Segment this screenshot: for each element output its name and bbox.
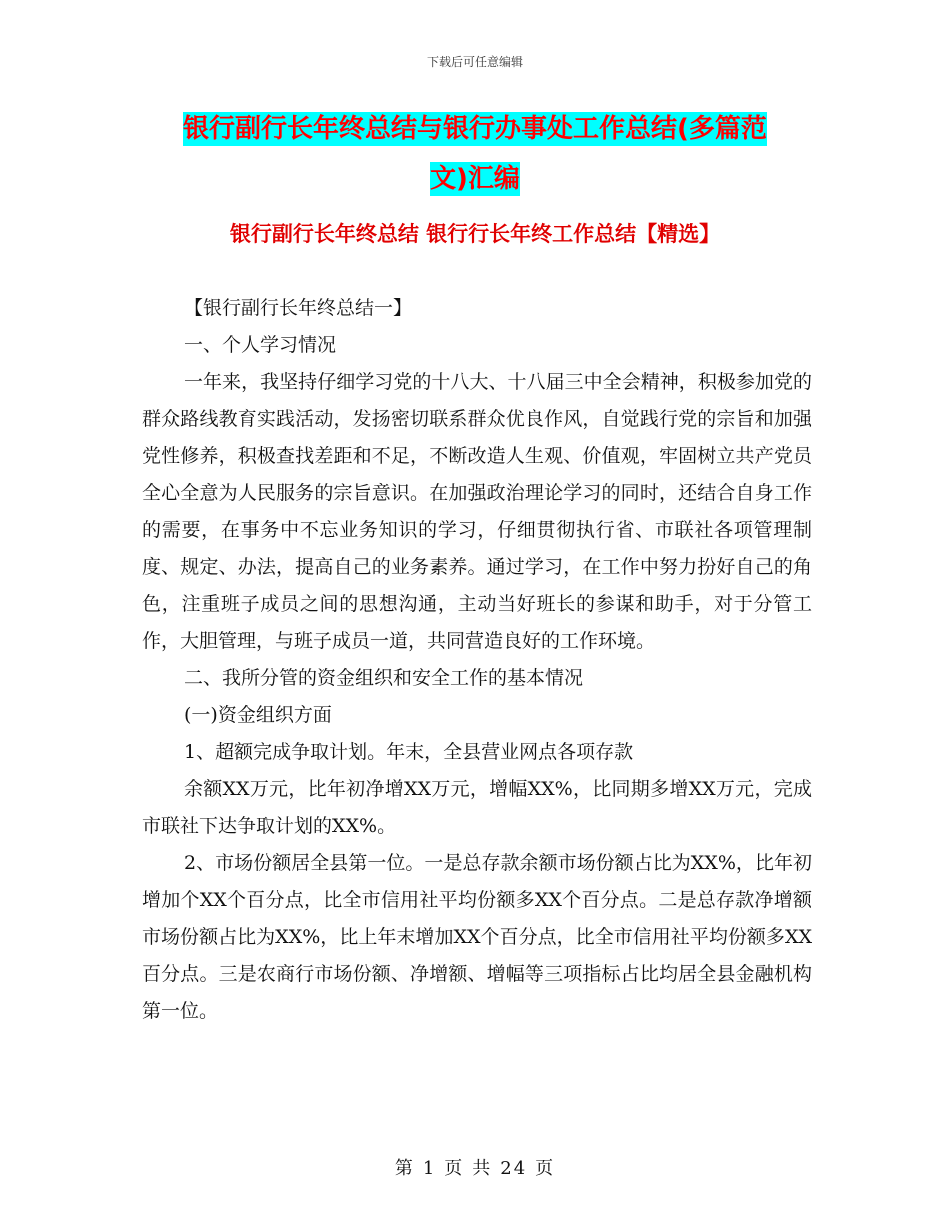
document-title-line-2: 文)汇编 xyxy=(430,164,520,194)
document-subtitle: 银行副行长年终总结 银行行长年终工作总结【精选】 xyxy=(229,222,721,246)
body-paragraph: 2、市场份额居全县第一位。一是总存款余额市场份额占比为XX%，比年初增加个XX个百分点，比全市信用社平均份额多XX个百分点。二是总存款净增额市场份额占比为XX%，比上年末增加XX个百分点，比全市信用社平均份额多XX百分点。三是农商行市场份额、净增额、增幅等三项指标占比均居全县金融机构第一位。 xyxy=(142,852,812,1022)
section-heading: 二、我所分管的资金组织和安全工作的基本情况 xyxy=(184,667,584,689)
footer-prefix: 第 xyxy=(394,1158,415,1179)
current-page-number: 1 xyxy=(422,1158,437,1179)
document-title xyxy=(150,104,800,204)
document-body xyxy=(142,290,812,1030)
body-paragraph: 余额XX万元，比年初净增XX万元，增幅XX%，比同期多增XX万元，完成市联社下达争取计划的XX%。 xyxy=(142,778,812,837)
section-heading: 【银行副行长年终总结一】 xyxy=(184,297,413,319)
footer-page-label: 页 xyxy=(444,1158,465,1179)
section-heading: 一、个人学习情况 xyxy=(184,334,337,356)
page-footer xyxy=(0,1154,950,1180)
footer-total-label: 共 xyxy=(472,1158,493,1179)
total-page-count: 24 xyxy=(500,1158,528,1179)
document-title-line-1: 银行副行长年终总结与银行办事处工作总结(多篇范 xyxy=(183,114,767,144)
body-paragraph: 1、超额完成争取计划。年末，全县营业网点各项存款 xyxy=(184,741,634,763)
sub-section-heading: (一)资金组织方面 xyxy=(184,704,332,726)
body-paragraph: 一年来，我坚持仔细学习党的十八大、十八届三中全会精神，积极参加党的群众路线教育实践活动，发扬密切联系群众优良作风，自觉践行党的宗旨和加强党性修养，积极查找差距和不足，不断改造人生观、价值观，牢固树立共产党员全心全意为人民服务的宗旨意识。在加强政治理论学习的同时，还结合自身工作的需要，在事务中不忘业务知识的学习，仔细贯彻执行省、市联社各项管理制度、规定、办法，提高自己的业务素养。通过学习，在工作中努力扮好自己的角色，注重班子成员之间的思想沟通，主动当好班长的参谋和助手，对于分管工作，大胆管理，与班子成员一道，共同营造良好的工作环境。 xyxy=(142,371,812,652)
page-header: 下载后可任意编辑 xyxy=(426,55,523,69)
footer-suffix: 页 xyxy=(535,1158,556,1179)
